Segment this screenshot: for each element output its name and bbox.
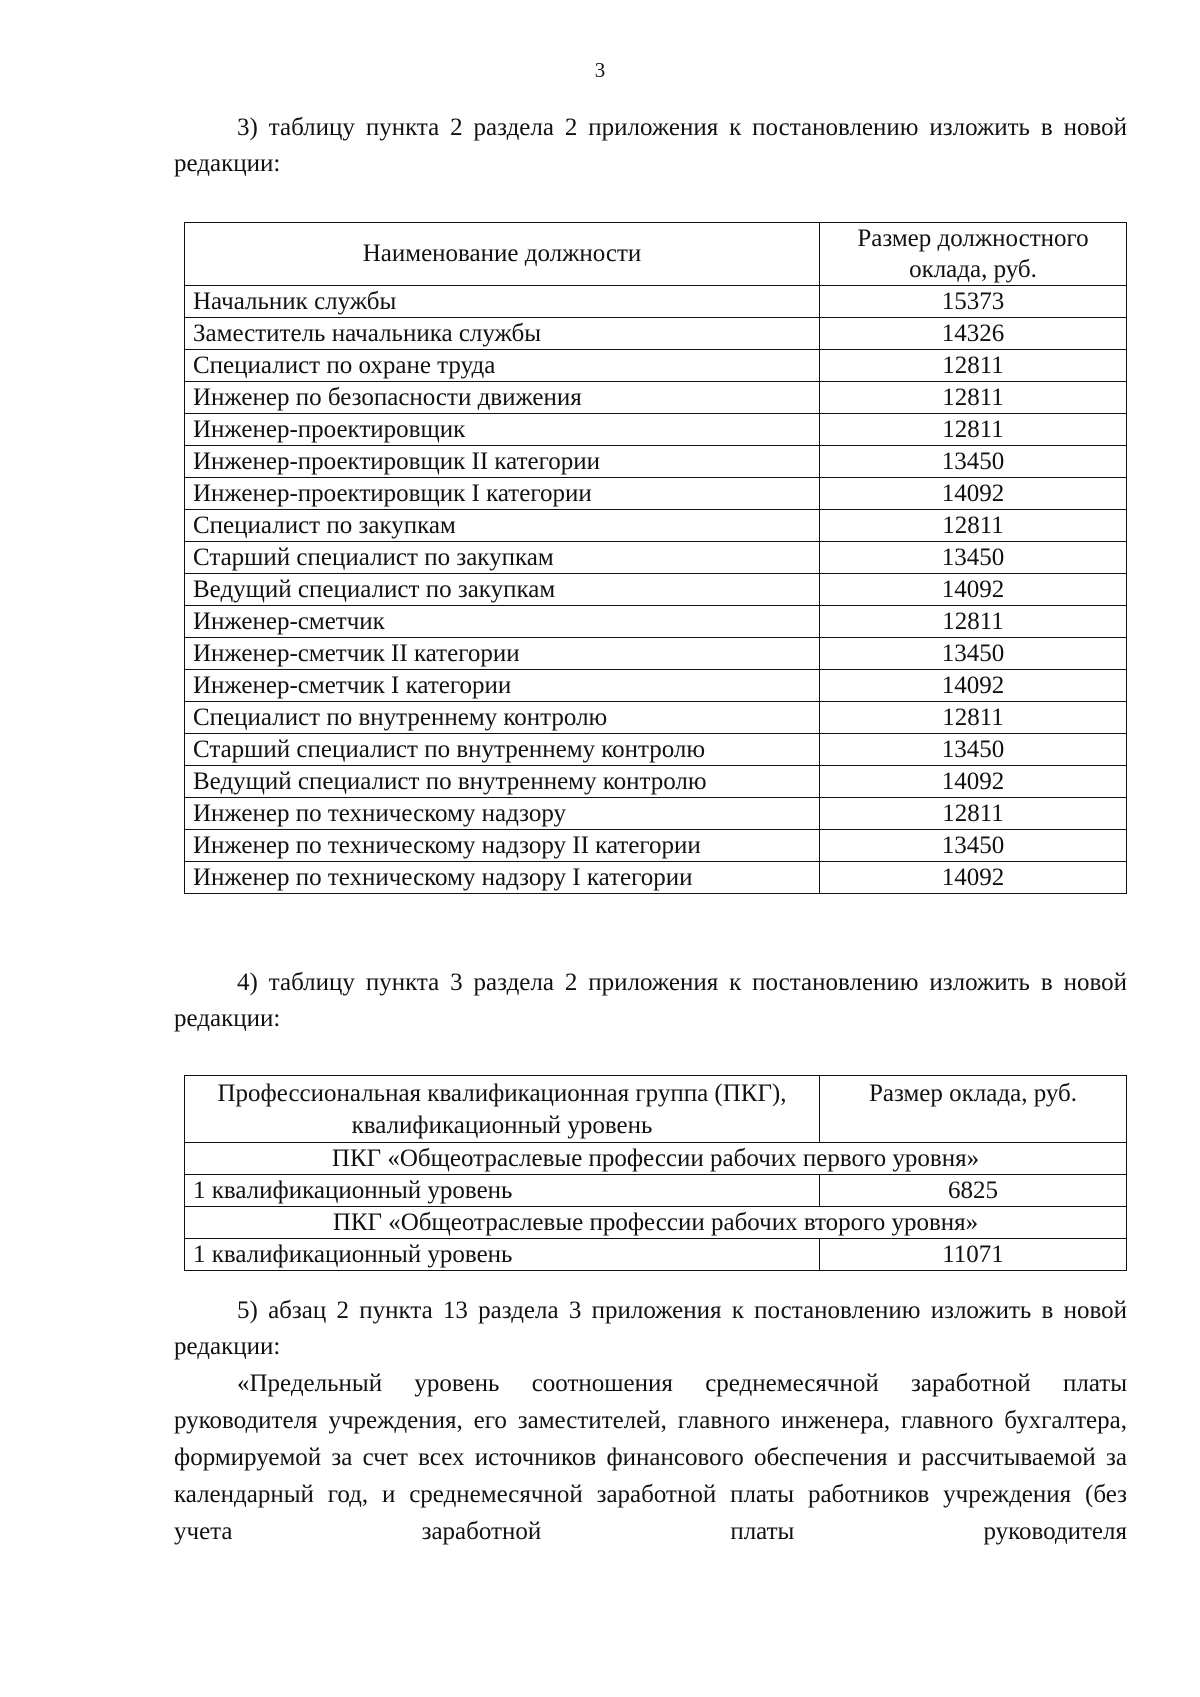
position-name-cell: Старший специалист по внутреннему контролю (185, 734, 820, 766)
table-row (185, 382, 1127, 414)
salary-value-cell: 12811 (820, 798, 1127, 830)
table-row (185, 574, 1127, 606)
position-name-cell: Заместитель начальника службы (185, 318, 820, 350)
header-qualification-group: Профессиональная квалификационная группа (ПКГ), квалификационный уровень (185, 1076, 820, 1143)
position-name-cell: Инженер-сметчик II категории (185, 638, 820, 670)
table-row (185, 734, 1127, 766)
salary-value-cell: 13450 (820, 638, 1127, 670)
item-5-paragraph (174, 1293, 1127, 1365)
table-row (185, 702, 1127, 734)
position-name-cell: Ведущий специалист по закупкам (185, 574, 820, 606)
header-salary: Размер должностного оклада, руб. (820, 223, 1127, 286)
salary-value-cell: 6825 (820, 1175, 1127, 1207)
table-row (185, 1175, 1127, 1207)
table-row (185, 318, 1127, 350)
position-name-cell: Инженер по техническому надзору I категории (185, 862, 820, 894)
salary-value-cell: 15373 (820, 286, 1127, 318)
table-row (185, 830, 1127, 862)
table-header-row (185, 1076, 1127, 1143)
salary-value-cell: 14326 (820, 318, 1127, 350)
salary-value-cell: 13450 (820, 542, 1127, 574)
salary-value-cell: 14092 (820, 670, 1127, 702)
position-name-cell: Начальник службы (185, 286, 820, 318)
table-row (185, 446, 1127, 478)
table-row (185, 638, 1127, 670)
position-name-cell: Инженер-проектировщик I категории (185, 478, 820, 510)
table-row (185, 414, 1127, 446)
group-title-cell: ПКГ «Общеотраслевые профессии рабочих первого уровня» (185, 1143, 1127, 1175)
salary-value-cell: 14092 (820, 862, 1127, 894)
header-position-name: Наименование должности (185, 223, 820, 286)
position-name-cell: Инженер по безопасности движения (185, 382, 820, 414)
header-salary: Размер оклада, руб. (820, 1076, 1127, 1143)
salary-value-cell: 12811 (820, 350, 1127, 382)
salary-table-positions (184, 222, 1127, 894)
salary-value-cell: 12811 (820, 702, 1127, 734)
item-4-paragraph (174, 965, 1127, 1037)
salary-value-cell: 12811 (820, 382, 1127, 414)
salary-value-cell: 12811 (820, 510, 1127, 542)
table-row (185, 1239, 1127, 1271)
table-row (185, 478, 1127, 510)
position-name-cell: Специалист по охране труда (185, 350, 820, 382)
qualification-level-cell: 1 квалификационный уровень (185, 1175, 820, 1207)
salary-value-cell: 13450 (820, 446, 1127, 478)
table-row (185, 862, 1127, 894)
item-3-text: 3) таблицу пункта 2 раздела 2 приложения к постановлению изложить в новой редакции: (174, 114, 1127, 177)
quoted-text: «Предельный уровень соотношения среднемесячной заработной платы руководителя учреждения, его заместителей, главного инженера, главного бухгалтера, формируемой за счет всех источников финансового обеспечения и рассчитываемой за календарный год, и среднемесячной заработной платы работников учреждения (без учета заработной платы руководителя (174, 1370, 1127, 1545)
salary-value-cell: 14092 (820, 478, 1127, 510)
table-row (185, 510, 1127, 542)
position-name-cell: Инженер-проектировщик (185, 414, 820, 446)
table-row (185, 798, 1127, 830)
group-title-row (185, 1143, 1127, 1175)
table-row (185, 670, 1127, 702)
table-row (185, 286, 1127, 318)
page-number: 3 (594, 58, 606, 82)
table-header-row (185, 223, 1127, 286)
salary-value-cell: 12811 (820, 414, 1127, 446)
item-5-text: 5) абзац 2 пункта 13 раздела 3 приложения к постановлению изложить в новой редакции: (174, 1297, 1127, 1360)
salary-value-cell: 14092 (820, 766, 1127, 798)
table-row (185, 766, 1127, 798)
position-name-cell: Специалист по внутреннему контролю (185, 702, 820, 734)
position-name-cell: Ведущий специалист по внутреннему контролю (185, 766, 820, 798)
item-3-paragraph (174, 110, 1127, 182)
position-name-cell: Инженер-сметчик I категории (185, 670, 820, 702)
table-row (185, 606, 1127, 638)
table-row (185, 350, 1127, 382)
salary-value-cell: 14092 (820, 574, 1127, 606)
group-title-row (185, 1207, 1127, 1239)
qualification-level-cell: 1 квалификационный уровень (185, 1239, 820, 1271)
table-row (185, 542, 1127, 574)
group-title-cell: ПКГ «Общеотраслевые профессии рабочих второго уровня» (185, 1207, 1127, 1239)
position-name-cell: Инженер по техническому надзору (185, 798, 820, 830)
salary-value-cell: 12811 (820, 606, 1127, 638)
quoted-paragraph (174, 1365, 1127, 1550)
salary-table-qualification-groups (184, 1075, 1127, 1271)
salary-value-cell: 13450 (820, 830, 1127, 862)
position-name-cell: Инженер по техническому надзору II категории (185, 830, 820, 862)
position-name-cell: Специалист по закупкам (185, 510, 820, 542)
salary-value-cell: 11071 (820, 1239, 1127, 1271)
item-4-text: 4) таблицу пункта 3 раздела 2 приложения к постановлению изложить в новой редакции: (174, 969, 1127, 1032)
position-name-cell: Инженер-проектировщик II категории (185, 446, 820, 478)
position-name-cell: Старший специалист по закупкам (185, 542, 820, 574)
salary-value-cell: 13450 (820, 734, 1127, 766)
position-name-cell: Инженер-сметчик (185, 606, 820, 638)
